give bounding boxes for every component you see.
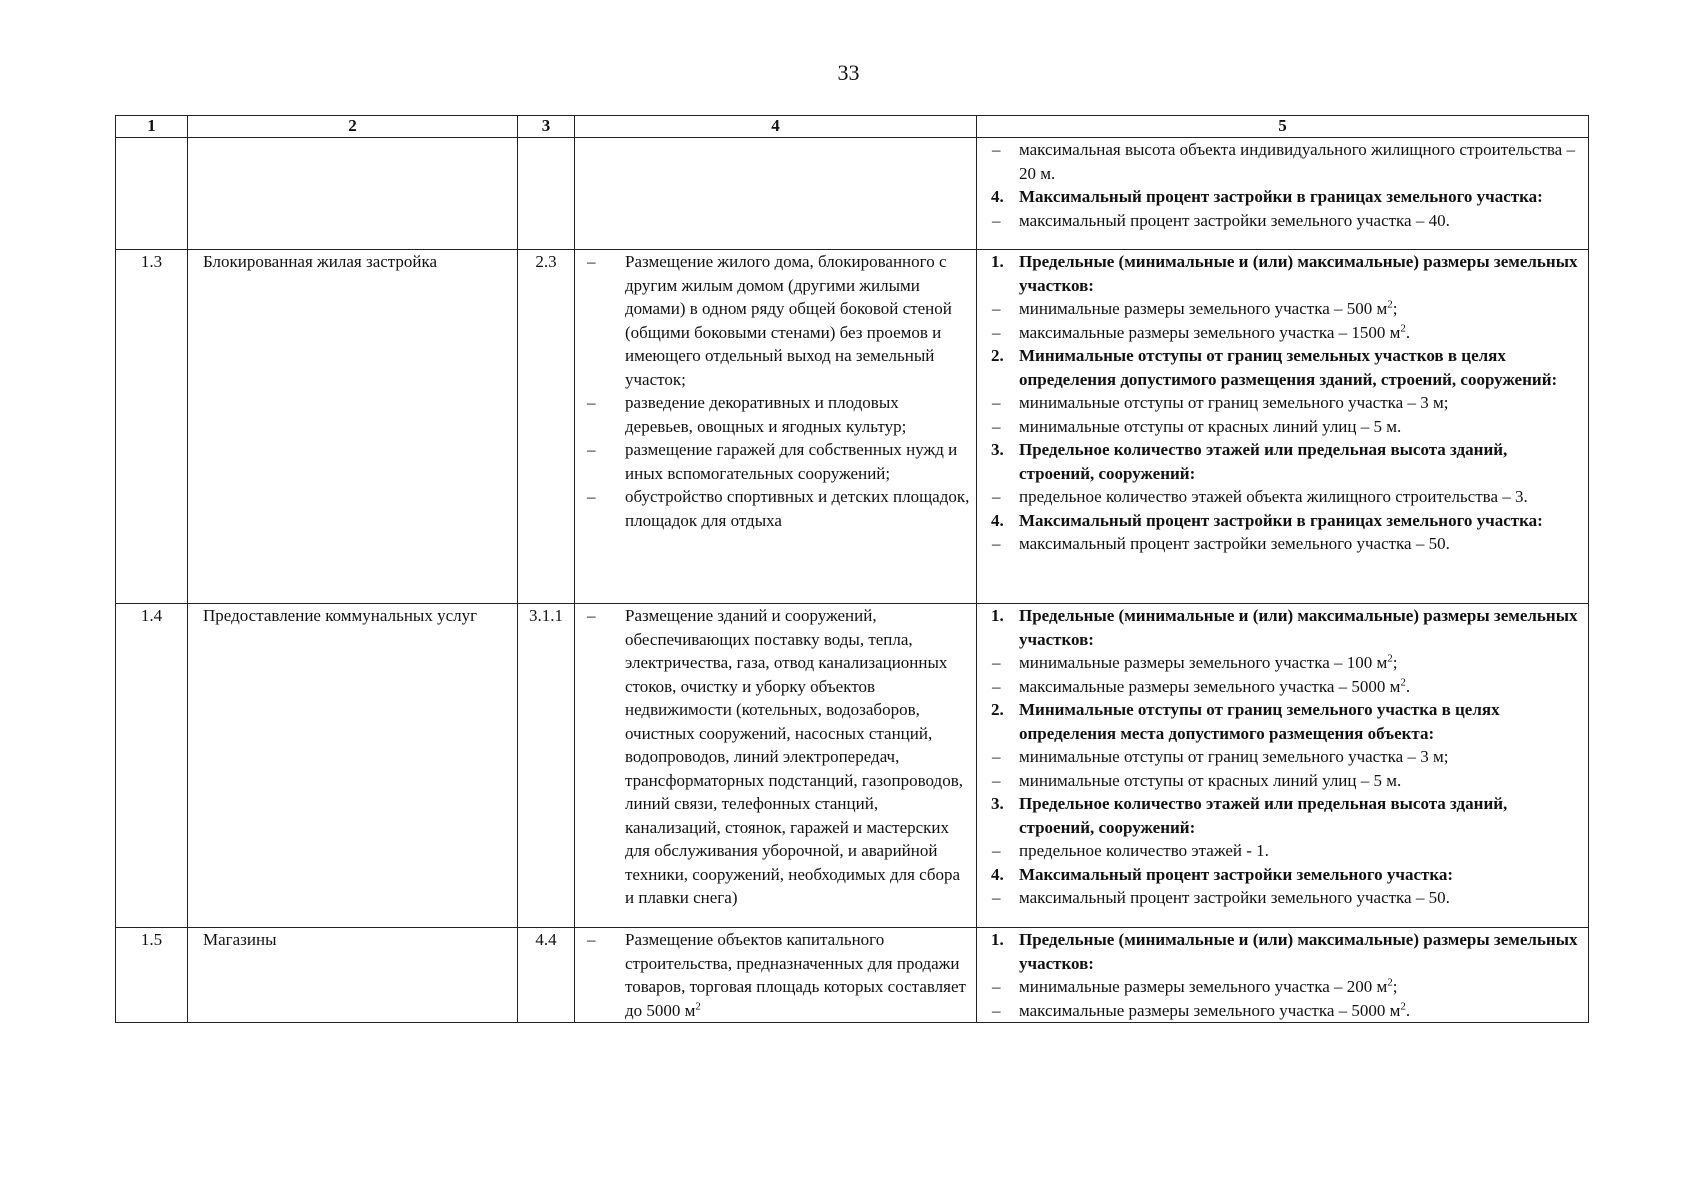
table-header-row [116,116,1589,138]
dash-bullet: – [992,140,1001,159]
punctuation: . [1405,1000,1411,1020]
land-use-code: 3.1.1 [518,604,575,928]
parameter-heading [991,250,1582,297]
parameter-heading [991,928,1582,975]
parameter-text: минимальные отступы от красных линий улиц – 5 м. [1019,770,1402,790]
description-item [583,928,970,1022]
parameter-text: Максимальный процент застройки земельного участка: [1019,864,1454,884]
dash-bullet: – [992,747,1001,766]
superscript: 2 [1400,675,1406,688]
parameter-item [991,297,1582,321]
dash-bullet: – [992,299,1001,318]
land-use-description [575,928,977,1023]
land-use-description [575,138,977,250]
parameter-text: максимальная высота объекта индивидуального жилищного строительства – 20 м. [1019,140,1575,183]
description-item [583,438,970,485]
superscript: 2 [1387,298,1393,311]
land-use-name: Блокированная жилая застройка [188,250,518,604]
dash-bullet: – [587,930,596,949]
parameter-heading [991,792,1582,839]
parameter-text: максимальные размеры земельного участка – 1500 м [1019,322,1401,342]
dash-bullet: – [992,888,1001,907]
dash-bullet: – [992,210,1001,230]
parameter-item [991,769,1582,793]
parameter-text: Предельное количество этажей или предельная высота зданий, строений, сооружений: [1019,794,1508,837]
punctuation: ; [1392,977,1398,996]
table-row [116,250,1589,604]
superscript: 2 [695,999,701,1012]
parameter-item [991,886,1582,910]
description-text: разведение декоративных и плодовых деревьев, овощных и ягодных культур; [625,393,907,436]
description-text: Размещение жилого дома, блокированного с другим жилым домом (другими жилыми домами) в одном ряду общей боковой стеной (общими боковыми стенами) без проемов и имеющего отдельный выход на земельный участок; [625,252,952,389]
parameter-text: Максимальный процент застройки в границах земельного участка: [1019,187,1543,206]
dash-bullet: – [992,770,1001,790]
parameter-text: максимальный процент застройки земельного участка – 50. [1019,534,1450,553]
parameter-number: 4. [991,510,1004,530]
land-use-parameters [977,928,1589,1023]
parameter-text: максимальный процент застройки земельного участка – 50. [1019,888,1450,907]
parameter-number: 1. [991,606,1004,625]
header-col-5: 5 [977,116,1589,138]
parameter-text: Максимальный процент застройки в границах земельного участка: [1019,510,1543,530]
parameter-text: Предельные (минимальные и (или) максимальные) размеры земельных участков: [1019,606,1578,649]
parameter-heading [991,509,1582,533]
parameter-item [991,675,1582,699]
row-number: 1.5 [116,928,188,1023]
land-use-code: 4.4 [518,928,575,1023]
description-text: Размещение зданий и сооружений, обеспечивающих поставку воды, тепла, электричества, газа, отвод канализационных стоков, очистку и уборку объектов недвижимости (котельных, водозаборов, очистных сооружений, насосных станций, водопроводов, линий электропередач, трансформаторных подстанций, газопроводов, линий связи, телефонных станций, канализаций, стоянок, гаражей и мастерских для обслуживания уборочной, и аварийной техники, сооружений, необходимых для сбора и плавки снега) [625,606,963,907]
superscript: 2 [1400,321,1406,334]
dash-bullet: – [992,841,1001,860]
parameter-text: минимальные размеры земельного участка – 200 м [1019,977,1388,996]
description-text: Размещение объектов капитального строительства, предназначенных для продажи товаров, торговая площадь которых составляет до 5000 м [625,930,966,1020]
dash-bullet: – [992,487,1001,506]
parameter-text: минимальные отступы от красных линий улиц – 5 м. [1019,416,1402,436]
land-use-description [575,250,977,604]
parameter-text: предельное количество этажей - 1. [1019,841,1269,860]
parameter-item [991,975,1582,999]
parameter-text: Предельные (минимальные и (или) максимальные) размеры земельных участков: [1019,252,1578,295]
description-item [583,485,970,532]
land-use-parameters [977,250,1589,604]
superscript: 2 [1400,999,1406,1012]
parameter-text: минимальные размеры земельного участка – 500 м [1019,299,1388,318]
parameter-item [991,391,1582,415]
parameter-text: минимальные размеры земельного участка – 100 м [1019,653,1388,672]
parameter-heading [991,863,1582,887]
parameter-text: максимальные размеры земельного участка – 5000 м [1019,676,1401,696]
parameter-item [991,745,1582,769]
parameter-item [991,532,1582,556]
parameter-item [991,651,1582,675]
land-use-table [115,115,1589,1023]
parameter-heading [991,438,1582,485]
land-use-parameters [977,138,1589,250]
parameter-text: минимальные отступы от границ земельного участка – 3 м; [1019,747,1449,766]
dash-bullet: – [992,676,1001,696]
parameter-number: 1. [991,252,1004,271]
parameter-text: максимальные размеры земельного участка – 5000 м [1019,1000,1401,1020]
table-body [116,138,1589,1023]
parameter-item [991,999,1582,1023]
dash-bullet: – [992,322,1001,342]
parameter-number: 3. [991,794,1004,813]
header-col-1: 1 [116,116,188,138]
superscript: 2 [1387,976,1393,989]
dash-bullet: – [992,393,1001,412]
dash-bullet: – [587,487,596,506]
dash-bullet: – [992,977,1001,996]
parameter-item [991,839,1582,863]
dash-bullet: – [587,440,596,459]
punctuation: ; [1392,653,1398,672]
table-row [116,604,1589,928]
land-use-code [518,138,575,250]
land-use-name [188,138,518,250]
land-use-parameters [977,604,1589,928]
parameter-number: 1. [991,930,1004,949]
page-number: 33 [837,60,860,85]
parameter-item [991,321,1582,345]
parameter-heading [991,185,1582,209]
land-use-code: 2.3 [518,250,575,604]
parameter-heading [991,698,1582,745]
punctuation: . [1405,676,1411,696]
description-item [583,604,970,910]
row-number: 1.4 [116,604,188,928]
parameter-number: 3. [991,440,1004,459]
punctuation: . [1405,322,1411,342]
parameter-text: максимальный процент застройки земельного участка – 40. [1019,210,1450,230]
parameter-item [991,415,1582,439]
row-number: 1.3 [116,250,188,604]
dash-bullet: – [992,534,1001,553]
parameter-number: 2. [991,346,1004,365]
parameter-number: 2. [991,700,1004,719]
description-item [583,250,970,391]
dash-bullet: – [992,416,1001,436]
description-item [583,391,970,438]
row-number [116,138,188,250]
dash-bullet: – [992,653,1001,672]
table-row [116,138,1589,250]
land-use-name: Магазины [188,928,518,1023]
punctuation: ; [1392,299,1398,318]
land-use-name: Предоставление коммунальных услуг [188,604,518,928]
header-col-3: 3 [518,116,575,138]
parameter-heading [991,604,1582,651]
header-col-2: 2 [188,116,518,138]
parameter-number: 4. [991,187,1004,206]
parameter-text: Минимальные отступы от границ земельных участков в целях определения допустимого размещения зданий, строений, сооружений: [1019,346,1558,389]
parameter-text: минимальные отступы от границ земельного участка – 3 м; [1019,393,1449,412]
superscript: 2 [1387,652,1393,665]
parameter-text: Предельные (минимальные и (или) максимальные) размеры земельных участков: [1019,930,1578,973]
parameter-item [991,485,1582,509]
table-row [116,928,1589,1023]
land-use-description [575,604,977,928]
description-text: размещение гаражей для собственных нужд и иных вспомогательных сооружений; [625,440,958,483]
dash-bullet: – [587,606,596,625]
parameter-text: предельное количество этажей объекта жилищного строительства – 3. [1019,487,1528,506]
header-col-4: 4 [575,116,977,138]
dash-bullet: – [587,393,596,412]
parameter-text: Минимальные отступы от границ земельного участка в целях определения места допустимого размещения объекта: [1019,700,1500,743]
parameter-text: Предельное количество этажей или предельная высота зданий, строений, сооружений: [1019,440,1508,483]
parameter-item [991,138,1582,185]
description-text: обустройство спортивных и детских площадок, площадок для отдыха [625,487,970,530]
dash-bullet: – [992,1000,1001,1020]
dash-bullet: – [587,252,596,271]
parameter-number: 4. [991,864,1004,884]
parameter-item [991,209,1582,233]
parameter-heading [991,344,1582,391]
